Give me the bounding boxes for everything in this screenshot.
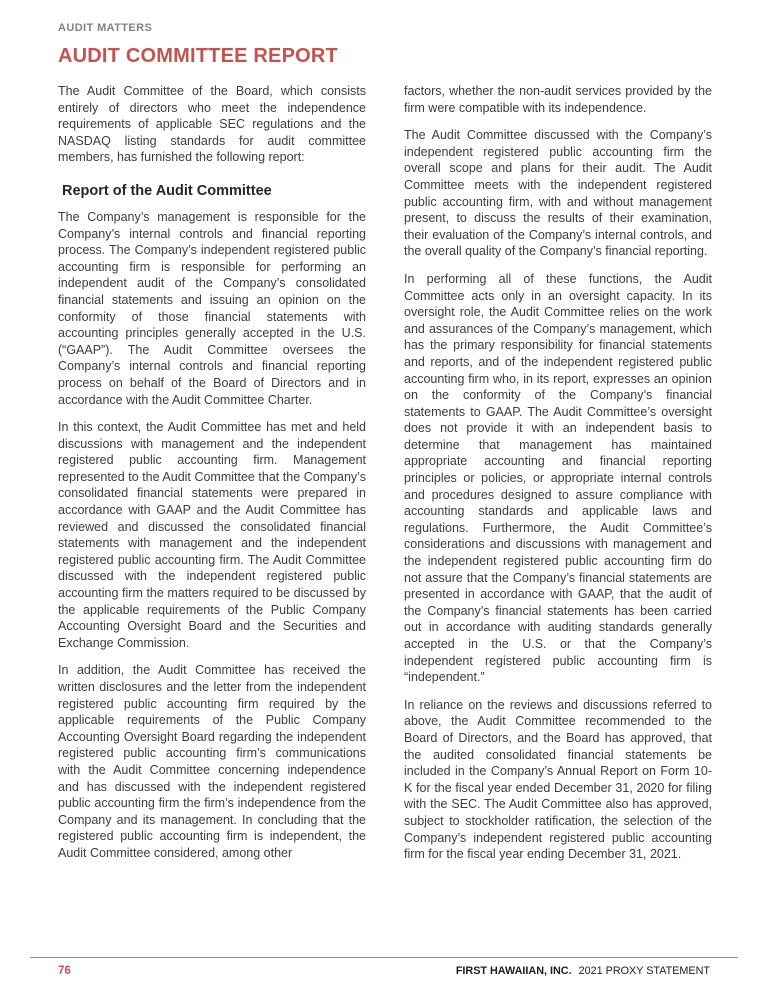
paragraph-recommendation: In reliance on the reviews and discussions referred to above, the Audit Committee recommended to the Board of Directors, and the Board has approved, that the audited consolidated financial statements be included in the Company’s Annual Report on Form 10-K for the fiscal year ended December 31, 2020 for filing with the SEC. The Audit Committee also has approved, subject to stockholder ratification, the selection of the Company’s independent registered public accounting firm for the fiscal year ending December 31, 2021. bbox=[404, 697, 712, 862]
company-name: FIRST HAWAIIAN, INC. bbox=[455, 965, 572, 977]
page-title: AUDIT COMMITTEE REPORT bbox=[58, 45, 338, 67]
left-column bbox=[58, 83, 366, 874]
page-number: 76 bbox=[58, 965, 71, 977]
document-title: 2021 PROXY STATEMENT bbox=[578, 965, 710, 977]
paragraph-management-responsibility: The Company’s management is responsible for the Company’s internal controls and financial reporting process. The Company’s independent registered public accounting firm is responsible for performing an independent audit of the Company’s consolidated financial statements and issuing an opinion on the conformity of those financial statements with accounting principles generally accepted in the U.S. (“GAAP”). The Audit Committee oversees the Company’s internal controls and financial reporting process on behalf of the Board of Directors and in accordance with the Audit Committee Charter. bbox=[58, 209, 366, 407]
paragraph-intro: The Audit Committee of the Board, which consists entirely of directors who meet the independence requirements of applicable SEC regulations and the NASDAQ listing standards for audit committee members, has furnished the following report: bbox=[58, 84, 366, 165]
paragraph-written-disclosures: In addition, the Audit Committee has received the written disclosures and the letter from the independent registered public accounting firm required by the applicable requirements of the Public Company Accounting Oversight Board regarding the independent registered public accounting firm’s communications with the Audit Committee concerning independence and has discussed with the independent registered public accounting firm the firm’s independence from the Company and its management. In concluding that the registered public accounting firm is independent, the Audit Committee considered, among other bbox=[58, 663, 366, 860]
section-eyebrow: AUDIT MATTERS bbox=[58, 22, 153, 34]
report-subheading: Report of the Audit Committee bbox=[62, 182, 272, 199]
footer-text bbox=[456, 965, 710, 977]
paragraph-audit-scope: The Audit Committee discussed with the Company’s independent registered public accounting firm the overall scope and plans for their audit. The Audit Committee meets with the independent registered public accounting firm, with and without management present, to discuss the results of their examination, their evaluation of the Company’s internal controls, and the overall quality of the Company’s financial reporting. bbox=[404, 128, 712, 259]
right-column bbox=[404, 83, 712, 874]
footer-row bbox=[0, 958, 768, 977]
two-column-layout bbox=[58, 83, 712, 874]
page-footer bbox=[0, 957, 768, 977]
paragraph-context-discussions: In this context, the Audit Committee has met and held discussions with management and the independent registered public accounting firm. Management represented to the Audit Committee that the Company’s consolidated financial statements were prepared in accordance with GAAP and the Audit Committee has reviewed and discussed the consolidated financial statements with management and the independent registered public accounting firm. The Audit Committee discussed with the independent registered public accounting firm the matters required to be discussed by the applicable requirements of the Public Company Accounting Oversight Board and the Securities and Exchange Commission. bbox=[58, 420, 366, 650]
paragraph-oversight-capacity: In performing all of these functions, the Audit Committee acts only in an oversight capacity. In its oversight role, the Audit Committee relies on the work and assurances of the Company’s management, which has the primary responsibility for financial statements and reports, and of the independent registered public accounting firm who, in its report, expresses an opinion on the conformity of the Company’s financial statements to GAAP. The Audit Committee’s oversight does not provide it with an independent basis to determine that management has maintained appropriate accounting and financial reporting principles or policies, or appropriate internal controls and procedures designed to assure compliance with accounting standards and applicable laws and regulations. Furthermore, the Audit Committee’s considerations and discussions with management and the independent registered public accounting firm do not assure that the Company’s financial statements are presented in accordance with GAAP, that the audit of the Company’s financial statements has been carried out in accordance with auditing standards generally accepted in the U.S. or that the Company’s independent registered public accounting firm is “independent.” bbox=[404, 271, 712, 685]
paragraph-continuation: factors, whether the non-audit services provided by the firm were compatible with its independence. bbox=[404, 84, 712, 115]
